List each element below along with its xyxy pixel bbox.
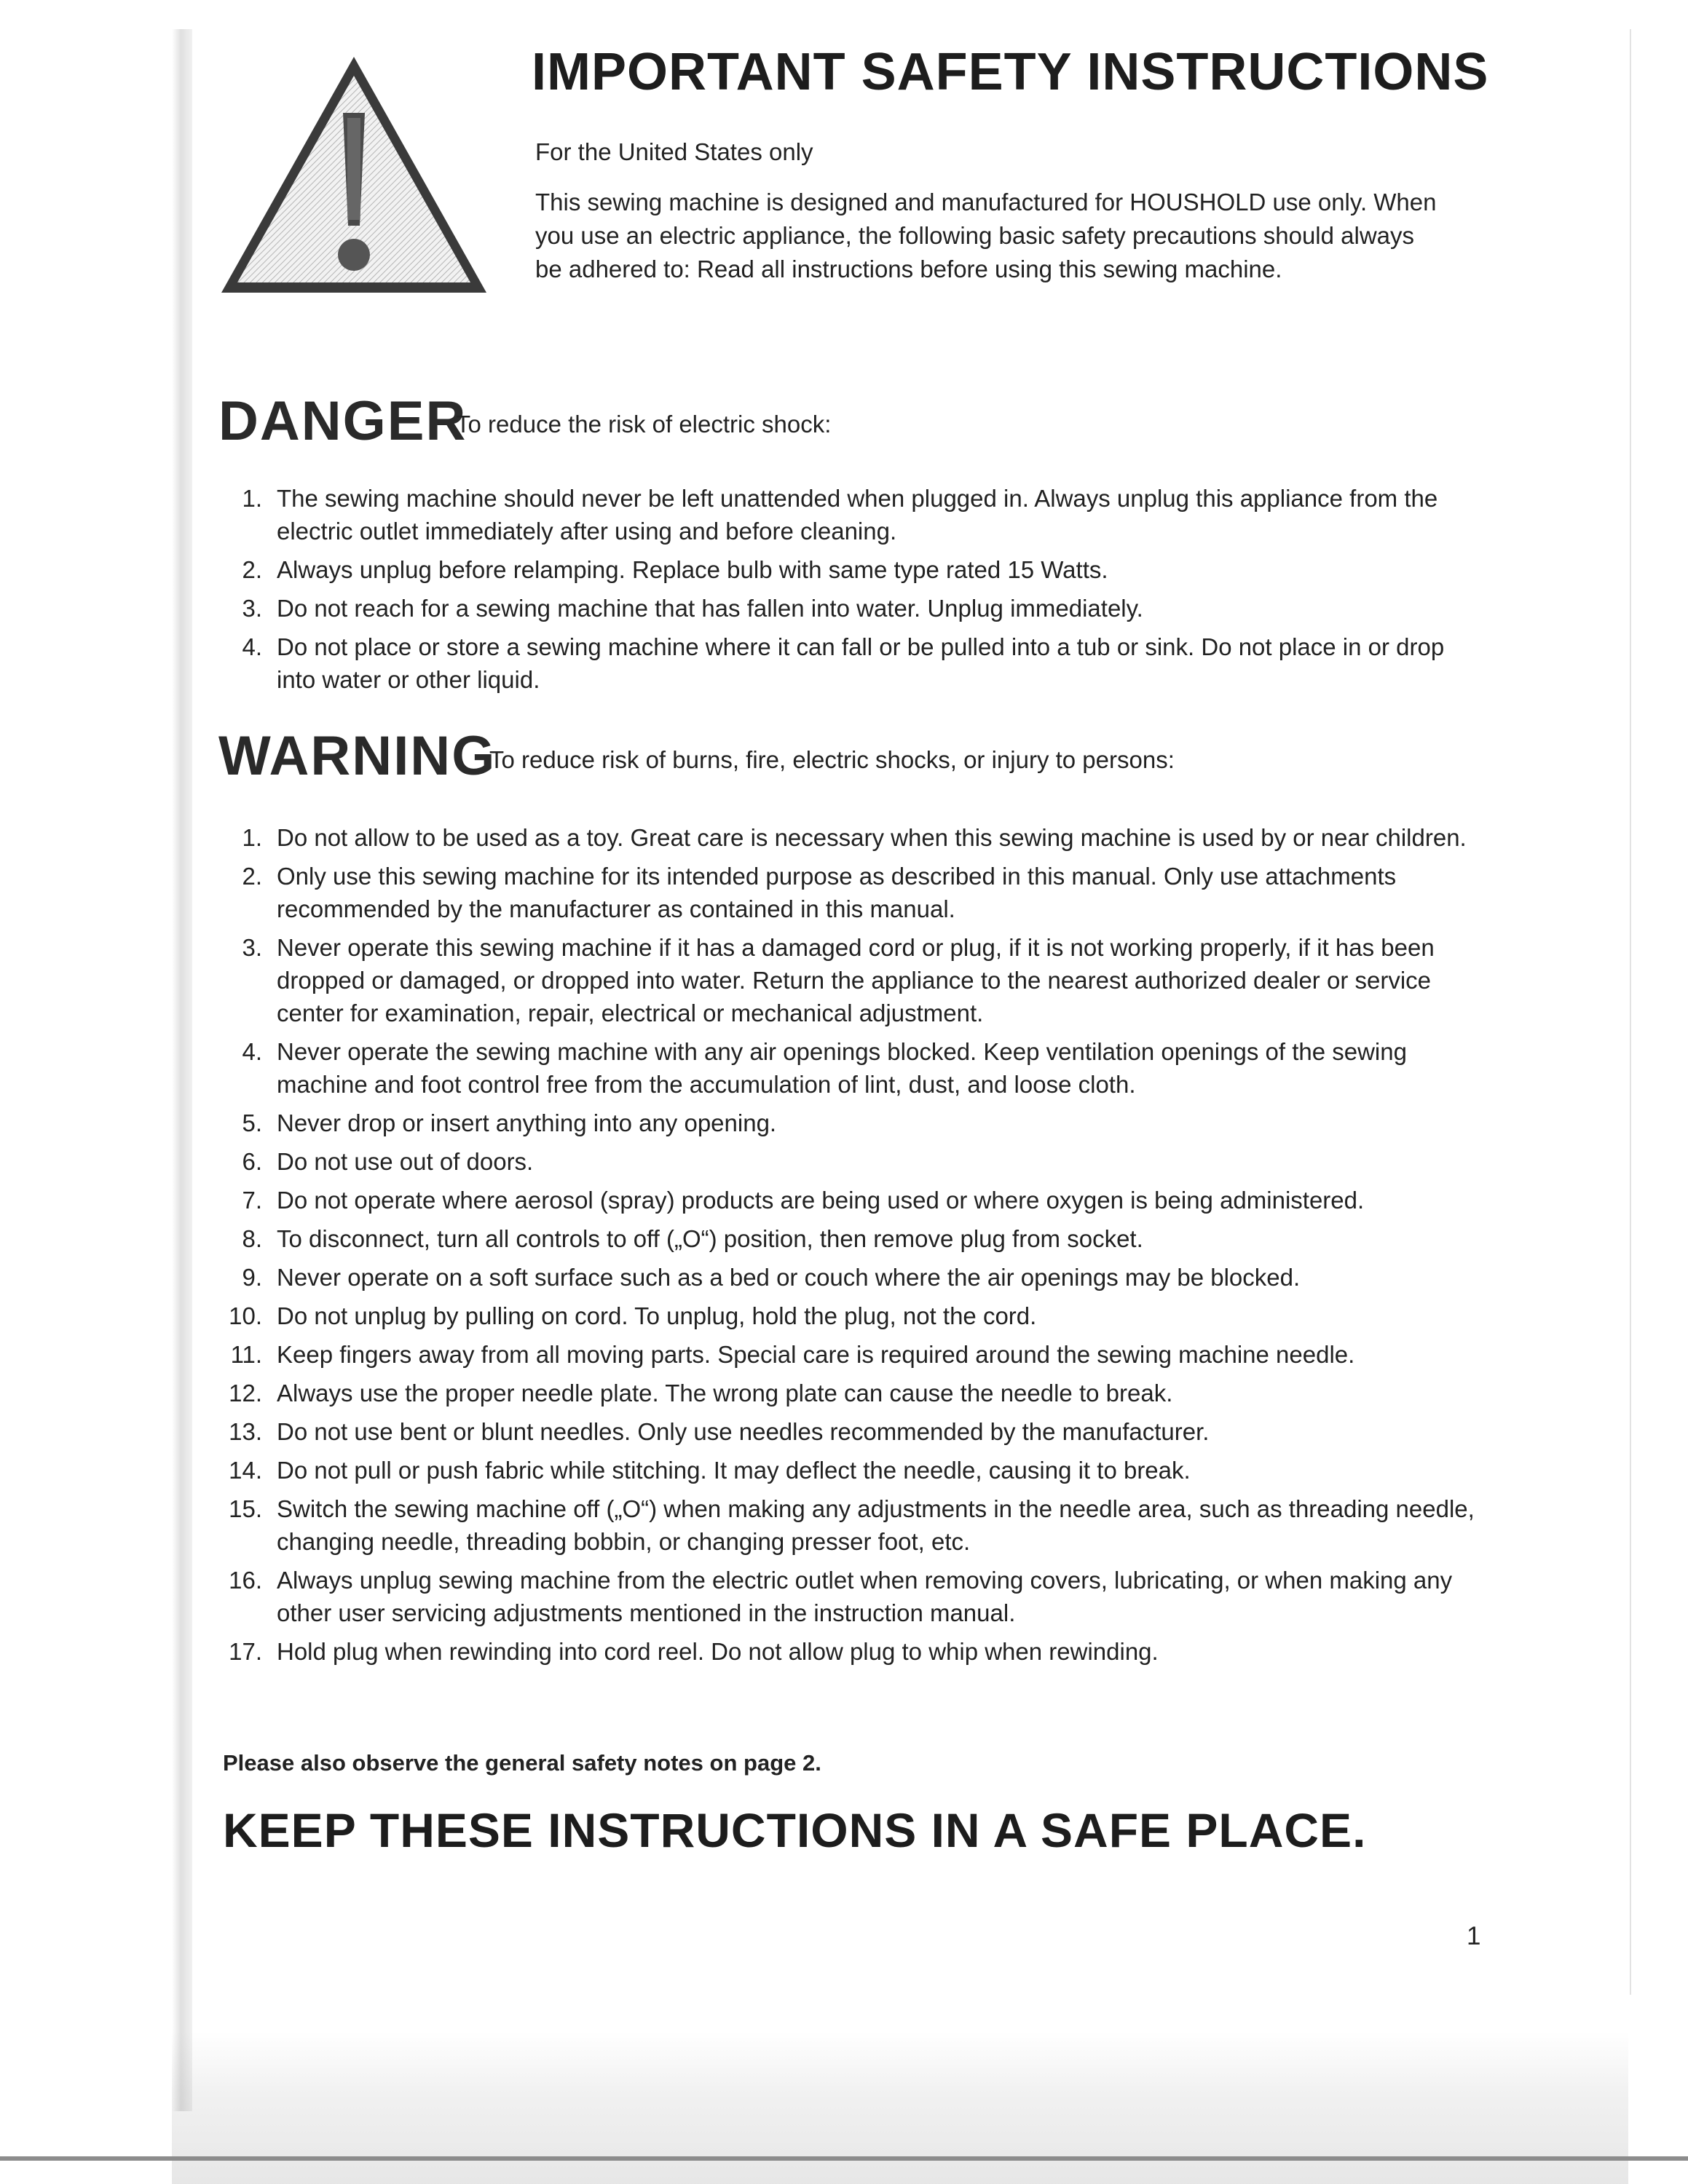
page-number: 1 [1467,1922,1481,1950]
list-item: 13. Do not use bent or blunt needles. Only use needles recommended by the manufacturer. [229,1418,1210,1445]
list-item: 1. Do not allow to be used as a toy. Great care is necessary when this sewing machine is used by or near children. [242,824,1467,851]
list-item: 9. Never operate on a soft surface such as a bed or couch where the air openings may be blocked. [242,1264,1301,1291]
general-safety-note: Please also observe the general safety notes on page 2. [223,1750,821,1776]
list-item: 5. Never drop or insert anything into any opening. [242,1109,777,1136]
list-item: 4. Never operate the sewing machine with any air openings blocked. Keep ventilation openings of the sewing machine and foot control free from the accumulation of lint, dust, and loose cloth. [242,1038,1407,1098]
page-title: IMPORTANT SAFETY INSTRUCTIONS [532,43,1489,101]
intro-line-1: This sewing machine is designed and manufactured for HOUSHOLD use only. When [535,189,1437,215]
region-note: For the United States only [535,138,813,165]
list-item: 6. Do not use out of doors. [242,1148,534,1175]
list-item: 3. Never operate this sewing machine if it has a damaged cord or plug, if it is not working properly, if it has been dropped or damaged, or dropped into water. Return the appliance to the nearest authorized dealer or service center for examination, repair, electrical or mechanical adjustment. [242,934,1435,1026]
list-item: 4. Do not place or store a sewing machine where it can fall or be pulled into a tub or sink. Do not place in or drop into water or other liquid. [242,633,1445,693]
list-item: 7. Do not operate where aerosol (spray) products are being used or where oxygen is being administered. [242,1187,1365,1214]
scan-bottom-shadow [172,2031,1628,2184]
intro-line-3: be adhered to: Read all instructions before using this sewing machine. [535,256,1282,282]
list-item: 14. Do not pull or push fabric while stitching. It may deflect the needle, causing it to break. [229,1457,1191,1484]
list-item: 2. Always unplug before relamping. Replace bulb with same type rated 15 Watts. [242,556,1108,583]
warning-subtitle: To reduce risk of burns, fire, electric shocks, or injury to persons: [489,746,1175,773]
intro-line-2: you use an electric appliance, the following basic safety precautions should always [535,222,1415,249]
warning-triangle-icon [216,51,492,298]
list-item: 3. Do not reach for a sewing machine that has fallen into water. Unplug immediately. [242,595,1143,622]
page-right-edge [1630,29,1631,1995]
list-item: 12. Always use the proper needle plate. The wrong plate can cause the needle to break. [229,1380,1173,1406]
warning-heading: WARNING [218,725,497,787]
list-item: 17. Hold plug when rewinding into cord reel. Do not allow plug to whip when rewinding. [229,1638,1159,1665]
list-item: 2. Only use this sewing machine for its intended purpose as described in this manual. Only use attachments recommended by the manufacturer as contained in this manual. [242,863,1397,922]
list-item: 15. Switch the sewing machine off („O“) when making any adjustments in the needle area, such as threading needle, changing needle, threading bobbin, or changing presser foot, etc. [229,1495,1475,1555]
list-item: 16. Always unplug sewing machine from the electric outlet when removing covers, lubricating, or when making any other user servicing adjustments mentioned in the instruction manual. [229,1567,1453,1626]
danger-subtitle: To reduce the risk of electric shock: [456,411,832,438]
list-item: 10. Do not unplug by pulling on cord. To unplug, hold the plug, not the cord. [229,1302,1037,1329]
list-item: 8. To disconnect, turn all controls to off („O“) position, then remove plug from socket. [242,1225,1143,1252]
keep-instructions-heading: KEEP THESE INSTRUCTIONS IN A SAFE PLACE. [223,1803,1367,1857]
warning-list [218,821,1500,1668]
danger-heading: DANGER [218,390,468,452]
list-item: 11. Keep fingers away from all moving parts. Special care is required around the sewing machine needle. [230,1341,1355,1368]
list-item: 1. The sewing machine should never be left unattended when plugged in. Always unplug this appliance from the electric outlet immediately after using and before cleaning. [242,485,1438,545]
bottom-rule [0,2156,1688,2161]
danger-list [218,482,1456,696]
scan-edge-shadow [172,29,192,2111]
